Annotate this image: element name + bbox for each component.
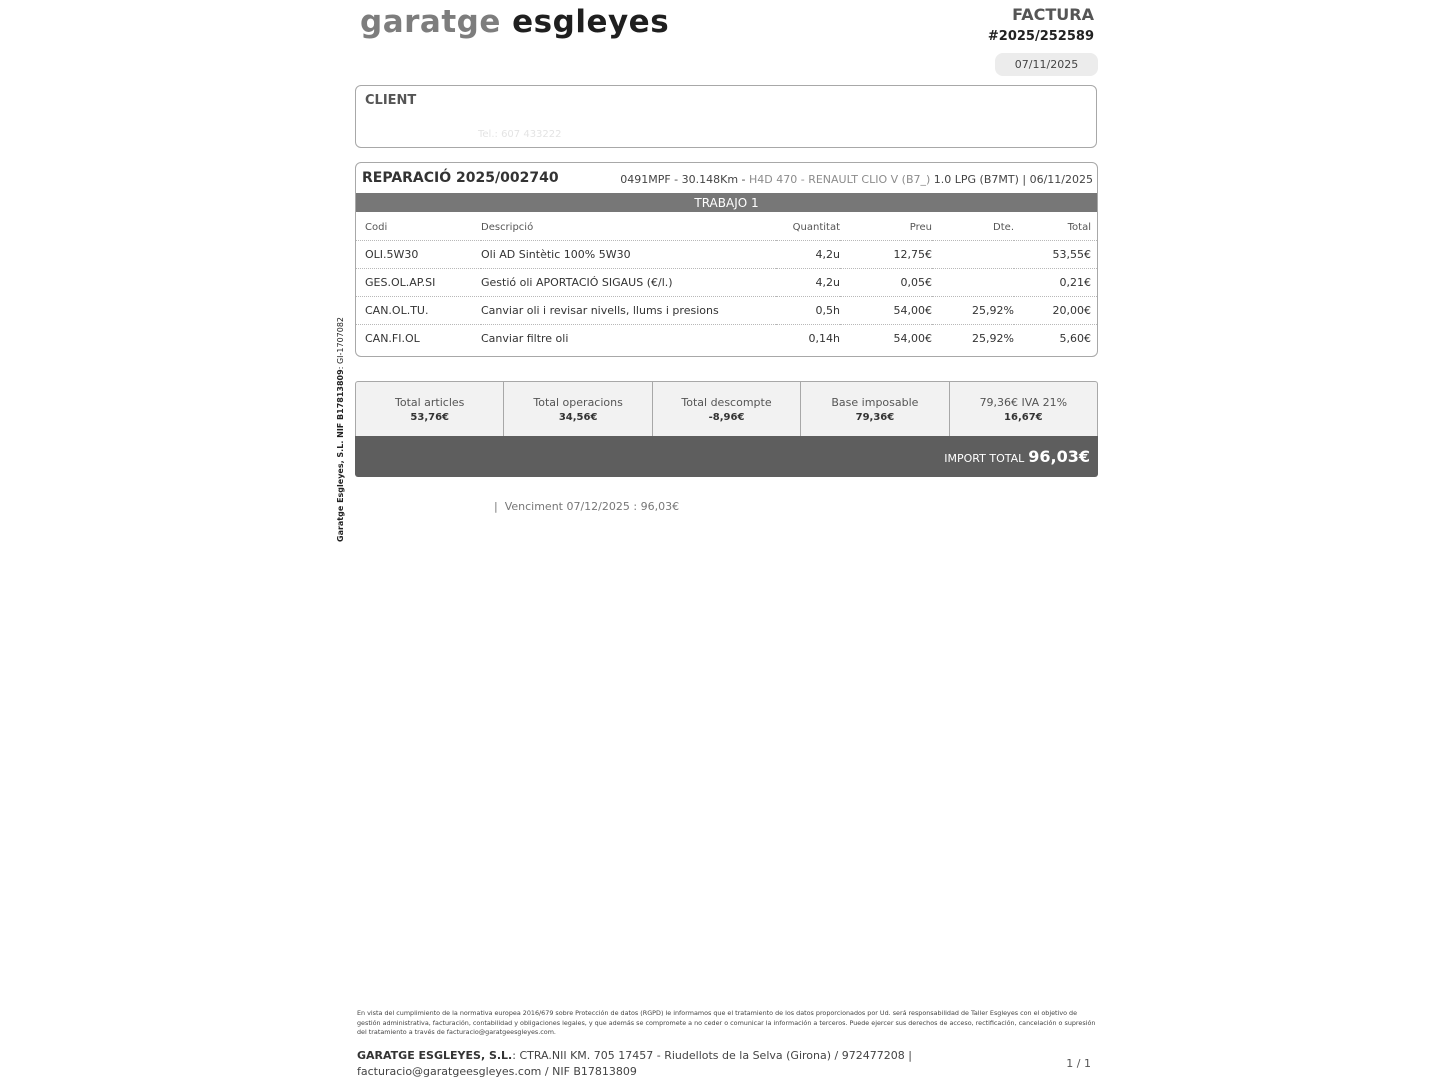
col-total: Total [1014,214,1097,241]
logo-text-light: garatge [360,4,501,40]
row-quantity: 0,5h [776,297,840,325]
job-header: TRABAJO 1 [356,193,1097,212]
page-number: 1 / 1 [1066,1057,1091,1070]
total-discount [653,382,801,436]
grand-total-bar [355,436,1098,477]
col-quantity: Quantitat [776,214,840,241]
row-price: 12,75€ [840,241,932,269]
row-discount [932,241,1014,269]
table-header-row [356,214,1097,241]
taxable-base-value: 79,36€ [855,411,895,423]
vehicle-info-model: H4D 470 - RENAULT CLIO V (B7_) [745,173,931,186]
repair-title: REPARACIÓ 2025/002740 [362,170,559,186]
row-price: 0,05€ [840,269,932,297]
side-legal-text [336,317,345,542]
row-total: 20,00€ [1014,297,1097,325]
row-discount [932,269,1014,297]
document-type: FACTURA [1012,5,1094,24]
row-description: Canviar oli i revisar nivells, llums i presions [481,297,776,325]
taxable-base-label: Base imposable [831,395,919,409]
total-discount-label: Total descompte [681,395,772,409]
company-footer [357,1048,917,1080]
row-code: OLI.5W30 [356,241,481,269]
row-total: 0,21€ [1014,269,1097,297]
totals-summary [355,381,1098,436]
invoice-number: #2025/252589 [987,29,1094,44]
total-discount-value: -8,96€ [708,411,745,423]
total-articles-value: 53,76€ [410,411,449,423]
vehicle-info [620,173,1093,186]
row-total: 5,60€ [1059,332,1091,345]
total-operations-label: Total operacions [533,395,623,409]
vehicle-info-main: 0491MPF - 30.148Km - [620,173,746,186]
table-row [356,297,1097,325]
col-price: Preu [840,214,932,241]
grand-total-value: 96,03€ [1028,447,1090,466]
company-logo [360,4,669,40]
vat-amount-label: 79,36€ IVA 21% [979,395,1068,409]
side-legal-registry: : GI-1707082 [336,316,345,370]
row-quantity: 0,14h [808,332,840,345]
grand-total-label: IMPORT TOTAL [944,452,1025,465]
company-name: GARATGE ESGLEYES, S.L. [357,1049,513,1062]
client-phone: Tel.: 607 433222 [478,129,562,140]
company-details: : CTRA.NII KM. 705 17457 - Riudellots de la Selva (Girona) / 972477208 | facturacio@garatgeesgleyes.com / NIF B17813809 [357,1049,912,1078]
items-table [356,214,1097,352]
row-discount: 25,92% [932,297,1014,325]
legal-notice: En vista del cumplimiento de la normativa europea 2016/679 sobre Protección de datos (RGPD) le informamos que el tratamiento de los datos proporcionados por Ud. será responsabilidad de Taller Esgleyes con el objetivo de gestión administrativa, facturación, contabilidad y obligaciones legales, y que además se compromete a no ceder o comunicar la información a terceros. Puede ejercer sus derechos de acceso, rectificación, cancelación o supresión del tratamiento a través de facturacio@garatgeesgleyes.com. [357,1009,1096,1036]
row-code: CAN.OL.TU. [356,297,481,325]
row-price: 54,00€ [840,297,932,325]
side-legal-company: Garatge Esgleyes, S.L. NIF B17813809 [336,369,345,542]
logo-text-dark: esgleyes [512,4,670,40]
row-description: Canviar filtre oli [481,332,569,345]
vat-amount [950,382,1097,436]
client-box [355,85,1097,148]
table-row [356,325,1097,353]
invoice-date: 07/11/2025 [995,53,1098,76]
row-discount: 25,92% [972,332,1014,345]
col-code: Codi [356,214,481,241]
table-row [356,269,1097,297]
total-articles [356,382,504,436]
total-operations [504,382,652,436]
row-code: GES.OL.AP.SI [356,269,481,297]
total-articles-label: Total articles [394,395,465,409]
row-description: Gestió oli APORTACIÓ SIGAUS (€/l.) [481,269,776,297]
repair-section [355,162,1098,357]
client-label: CLIENT [365,93,417,108]
row-code: CAN.FI.OL [365,332,420,345]
total-operations-value: 34,56€ [558,411,598,423]
due-date-info: | Venciment 07/12/2025 : 96,03€ [494,500,680,513]
taxable-base [801,382,949,436]
row-quantity: 4,2u [776,241,840,269]
vat-amount-value: 16,67€ [1004,411,1043,423]
vehicle-info-tail: 1.0 LPG (B7MT) | 06/11/2025 [930,173,1093,186]
row-price: 54,00€ [893,332,932,345]
col-discount: Dte. [932,214,1014,241]
row-description: Oli AD Sintètic 100% 5W30 [481,241,776,269]
col-description: Descripció [481,214,776,241]
table-row [356,241,1097,269]
row-quantity: 4,2u [776,269,840,297]
row-total: 53,55€ [1014,241,1097,269]
